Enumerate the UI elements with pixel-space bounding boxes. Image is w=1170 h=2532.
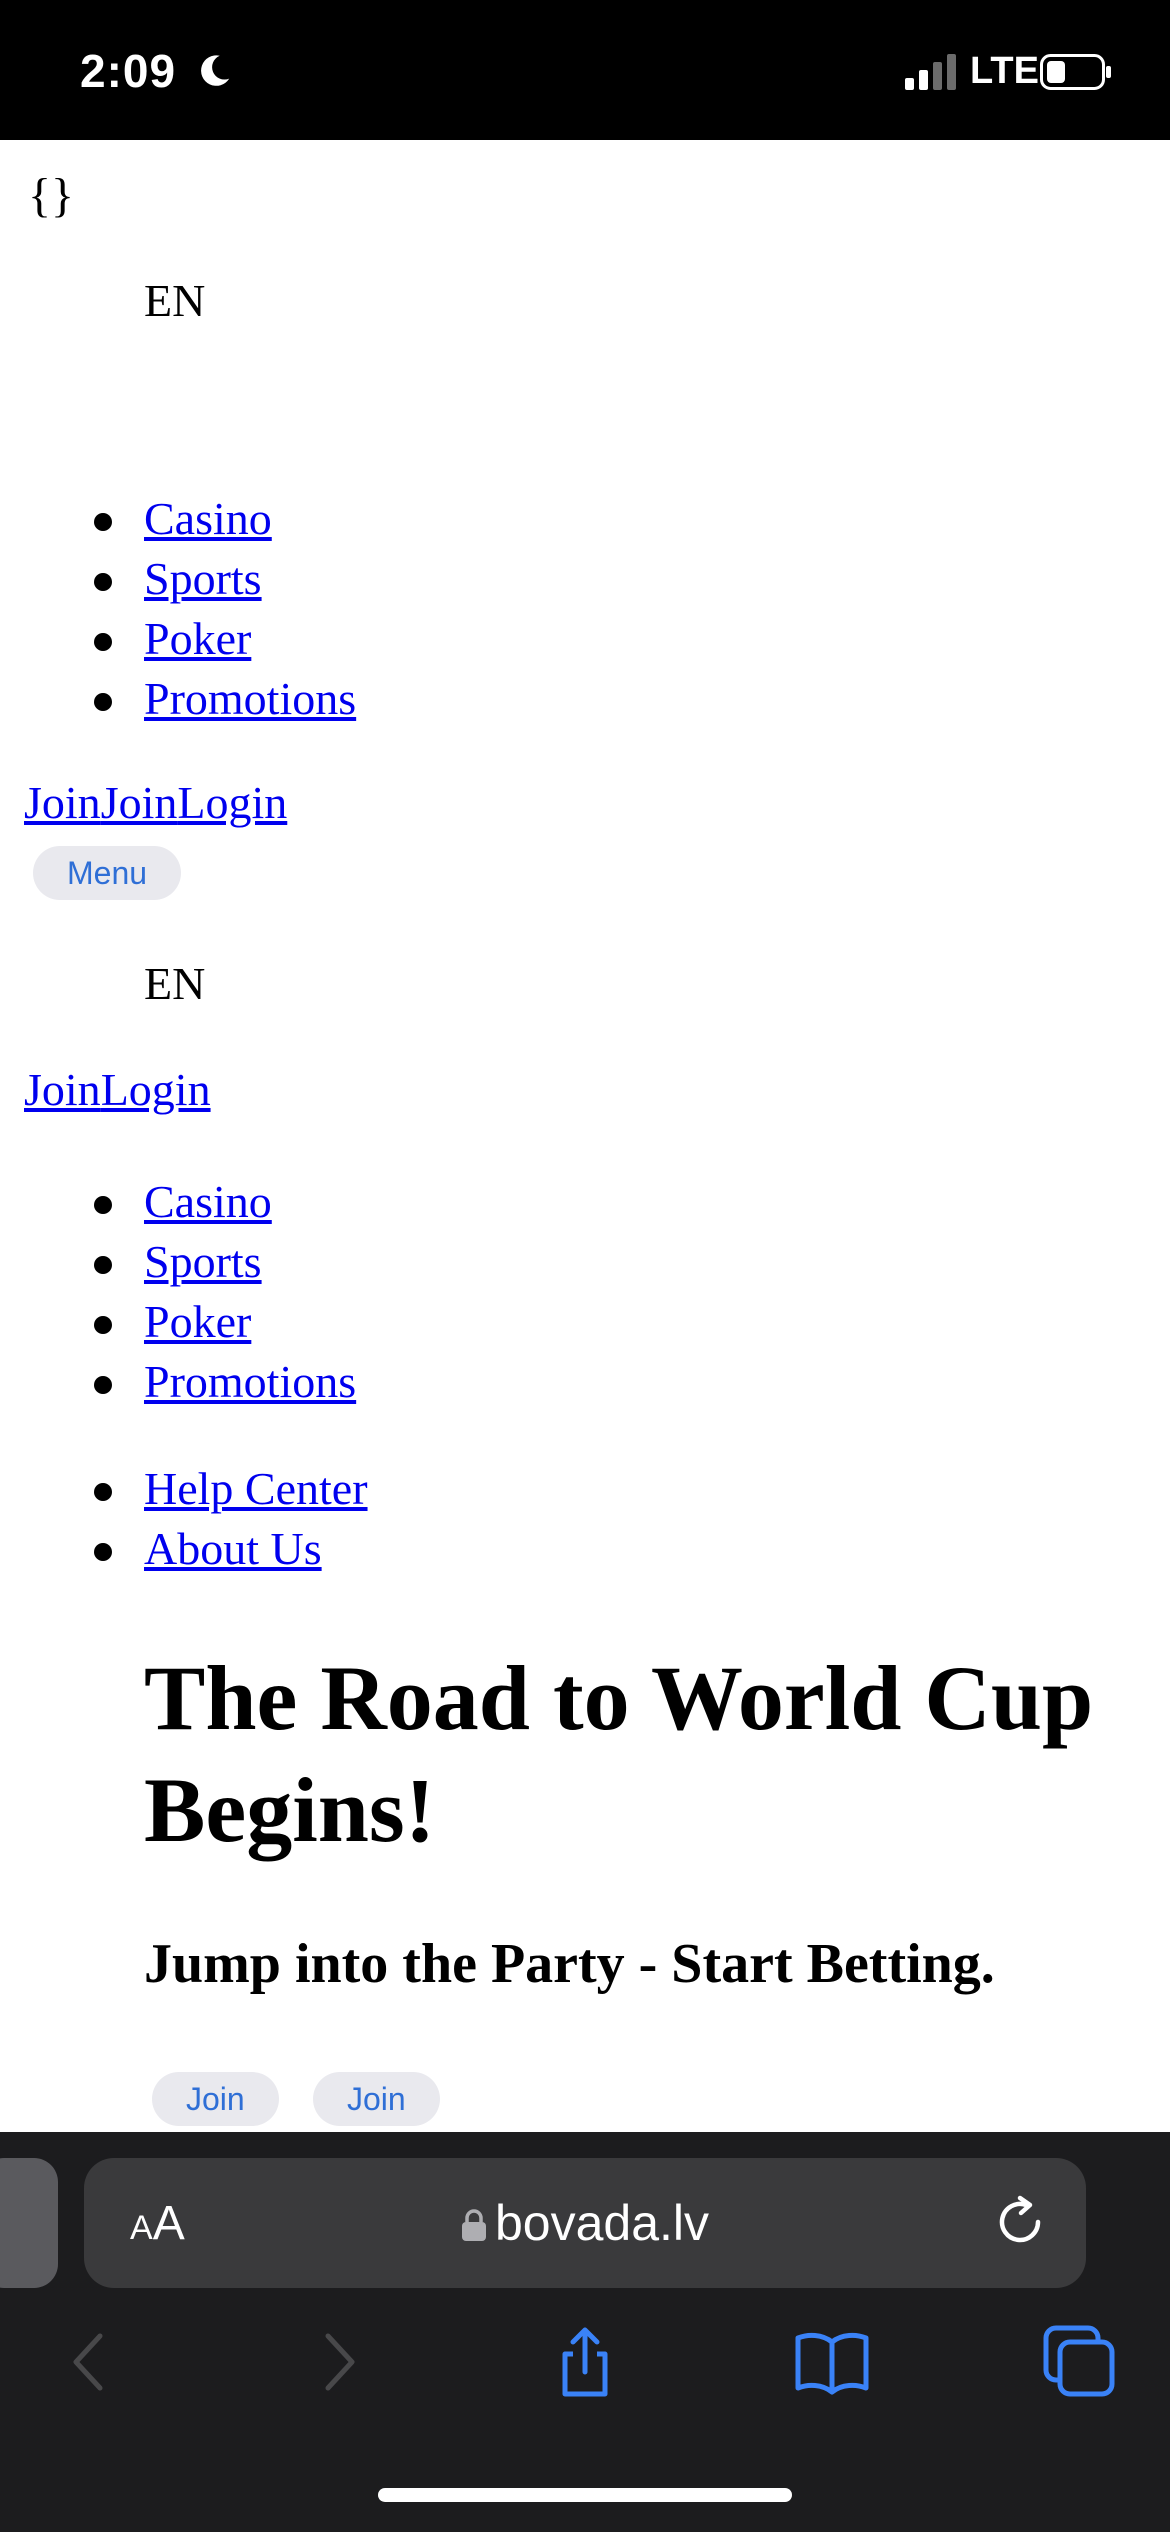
nav-link-promotions[interactable]: Promotions (144, 673, 357, 724)
home-indicator (378, 2488, 792, 2502)
join-link[interactable]: Join (24, 777, 101, 828)
status-bar (0, 0, 1170, 140)
domain-text: bovada.lv (494, 2195, 710, 2251)
bookmarks-icon[interactable] (792, 2322, 872, 2402)
nav-item (144, 1232, 356, 1292)
auth-links (24, 776, 287, 829)
previous-tab-preview[interactable] (0, 2158, 58, 2288)
primary-nav (144, 489, 356, 729)
help-center-link[interactable]: Help Center (144, 1463, 368, 1514)
nav-item (144, 1172, 356, 1232)
hero-subtitle: Jump into the Party - Start Betting. (144, 1933, 995, 1995)
nav-item (144, 1519, 368, 1579)
login-link[interactable]: Login (100, 1064, 211, 1115)
share-icon[interactable] (545, 2322, 625, 2402)
nav-item (144, 1459, 368, 1519)
braces-text: {} (28, 169, 75, 222)
nav-link-poker[interactable]: Poker (144, 1296, 252, 1347)
login-link[interactable]: Login (177, 777, 288, 828)
nav-link-poker[interactable]: Poker (144, 613, 252, 664)
menu-nav (144, 1172, 356, 1412)
nav-link-sports[interactable]: Sports (144, 1236, 262, 1287)
join-button[interactable]: Join (152, 2072, 279, 2126)
web-page (0, 140, 1170, 2132)
tabs-icon[interactable] (1040, 2322, 1120, 2402)
join-link[interactable]: Join (100, 777, 178, 828)
nav-link-casino[interactable]: Casino (144, 493, 272, 544)
nav-item (144, 549, 356, 609)
nav-link-casino[interactable]: Casino (144, 1176, 272, 1227)
help-nav (144, 1459, 368, 1579)
status-time: 2:09 (80, 45, 177, 97)
nav-link-promotions[interactable]: Promotions (144, 1356, 357, 1407)
nav-item (144, 1352, 356, 1412)
nav-link-sports[interactable]: Sports (144, 553, 262, 604)
join-link[interactable]: Join (24, 1064, 101, 1115)
language-selector[interactable]: EN (144, 275, 206, 326)
battery-icon (1040, 54, 1112, 90)
lock-icon (461, 2208, 487, 2242)
hero-title: The Road to World Cup Begins! (144, 1647, 1094, 1861)
nav-item (144, 1292, 356, 1352)
about-us-link[interactable]: About Us (144, 1523, 322, 1574)
nav-item (144, 669, 356, 729)
back-icon[interactable] (48, 2322, 128, 2402)
url-display[interactable] (84, 2194, 1086, 2252)
address-bar[interactable] (84, 2158, 1086, 2288)
menu-language-selector[interactable]: EN (144, 958, 206, 1009)
nav-item (144, 609, 356, 669)
nav-item (144, 489, 356, 549)
join-button[interactable]: Join (313, 2072, 440, 2126)
text-size-button[interactable]: AA (130, 2197, 185, 2250)
forward-icon[interactable] (300, 2322, 380, 2402)
network-type: LTE (970, 50, 1039, 92)
menu-auth-links (24, 1063, 211, 1116)
safari-toolbar (0, 2132, 1170, 2532)
menu-button[interactable]: Menu (33, 846, 181, 900)
reload-icon[interactable] (992, 2194, 1048, 2250)
signal-icon (905, 54, 959, 90)
moon-icon (195, 52, 233, 90)
